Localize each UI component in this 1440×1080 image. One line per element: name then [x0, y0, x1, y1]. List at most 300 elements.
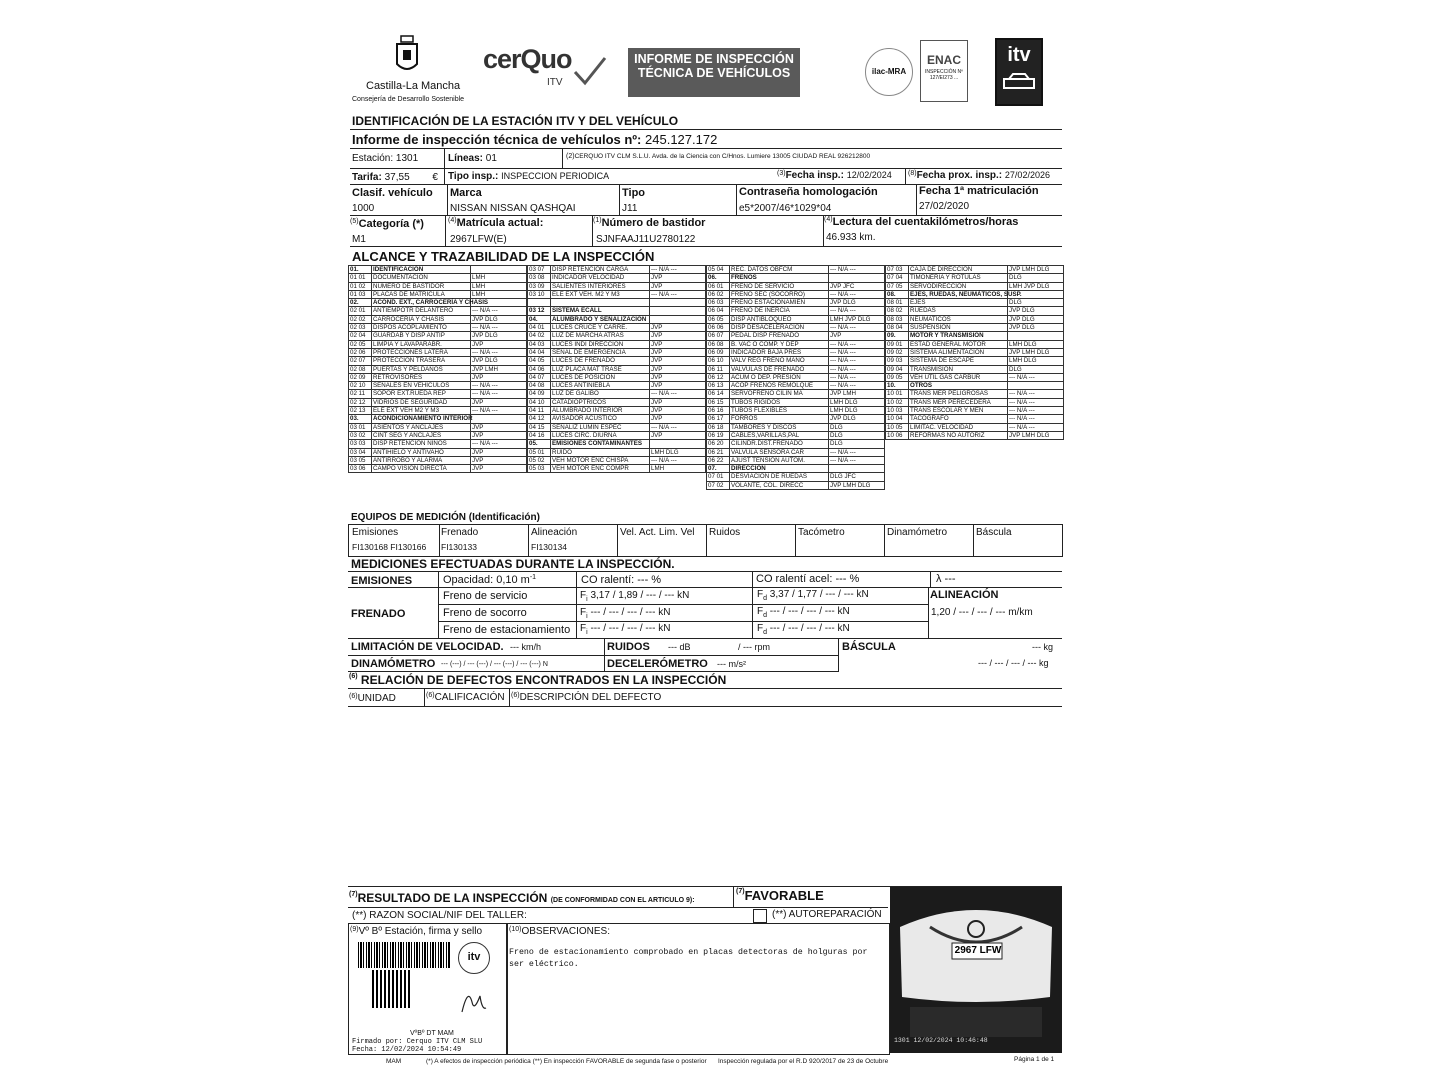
scope-item: CAJA DE DIRECCION — [909, 266, 1008, 274]
scope-row — [349, 324, 527, 332]
scope-code: 06 14 — [707, 390, 730, 398]
scope-row — [349, 266, 527, 274]
scope-item: LIMPIA Y LAVAPARABR. — [372, 340, 471, 348]
scope-row — [886, 382, 1064, 390]
scope-row — [707, 465, 885, 473]
lines-field — [448, 153, 497, 164]
checkmark-icon — [573, 56, 607, 86]
homolog-value: e5*2007/46*1029*04 — [739, 203, 832, 214]
scope-item: ACOP FRENOS REMOLQUE — [730, 382, 829, 390]
inspection-report-page — [340, 30, 1070, 1070]
scope-item: EJES — [909, 299, 1008, 307]
scope-code: 06 09 — [707, 348, 730, 356]
equipment-col — [348, 524, 440, 557]
dynamometer-value: --- (---) / --- (---) / --- (---) / --- (---) N — [441, 661, 548, 668]
scope-code: 04 01 — [528, 324, 551, 332]
scope-row — [349, 315, 527, 323]
inspection-type-value: INSPECCION PERIODICA — [501, 171, 610, 181]
self-repair-checkbox[interactable] — [753, 909, 767, 923]
scope-code: 02 08 — [349, 365, 372, 373]
scope-item: LIMITAC. VELOCIDAD — [909, 423, 1008, 431]
scope-row — [707, 440, 885, 448]
scope-code: 09 03 — [886, 357, 909, 365]
scope-item: EMISIONES CONTAMINANTES — [551, 440, 650, 448]
scope-inspector: LMH JVP DLG — [829, 315, 885, 323]
scope-inspector: --- N/A --- — [471, 348, 527, 356]
scope-row — [528, 274, 706, 282]
scope-inspector: LMH — [471, 282, 527, 290]
scope-code: 05 02 — [528, 456, 551, 464]
scope-row — [528, 456, 706, 464]
scope-row — [528, 407, 706, 415]
scope-code: 02 10 — [349, 382, 372, 390]
result-verdict: $^{(7)}$FAVORABLE — [736, 888, 824, 903]
scope-item: CINT SEG Y ANCLAJES — [372, 431, 471, 439]
scope-code: 09 01 — [886, 340, 909, 348]
equipment-col — [884, 524, 974, 557]
coat-of-arms-icon — [392, 34, 422, 78]
scope-row — [707, 390, 885, 398]
scope-code: 08 04 — [886, 324, 909, 332]
scope-item: DISP RETENCION CARGA — [551, 266, 650, 274]
scope-item: LUZ DE GALIBO — [551, 390, 650, 398]
report-number: 245.127.172 — [645, 132, 718, 147]
scope-inspector: LMH DLG — [650, 448, 706, 456]
scope-inspector: --- N/A --- — [471, 324, 527, 332]
scope-item: FORROS — [730, 415, 829, 423]
scope-code: 02 05 — [349, 340, 372, 348]
scope-inspector: --- N/A --- — [829, 365, 885, 373]
scope-row — [707, 373, 885, 381]
inspection-date-value: 12/02/2024 — [846, 170, 892, 180]
scope-code: 07 03 — [886, 266, 909, 274]
scope-inspector: LMH — [650, 465, 706, 473]
category-label: Categoría (*) — [358, 218, 424, 230]
scope-code: 03 01 — [349, 423, 372, 431]
plate-value: 2967LFW(E) — [450, 234, 507, 245]
make-value: NISSAN NISSAN QASHQAI — [450, 203, 576, 214]
decelerometer-label: DECELERÓMETRO — [607, 658, 708, 670]
scope-code: 06 01 — [707, 282, 730, 290]
scope-item: VOLANTE, COL. DIRECC — [730, 481, 829, 489]
service-brake-label: Freno de servicio — [443, 590, 528, 602]
equipment-label: Vel. Act. Lim. Vel — [620, 527, 695, 538]
scope-row — [349, 431, 527, 439]
defects-col-grade: $^{(6)}$CALIFICACIÓN — [426, 692, 505, 703]
scope-code: 07 02 — [707, 481, 730, 489]
speed-limit-label: LIMITACIÓN DE VELOCIDAD. — [351, 641, 504, 653]
parking-brake-label: Freno de estacionamiento — [443, 624, 571, 636]
report-number-row — [352, 132, 717, 147]
scope-inspector: DLG JFC — [829, 473, 885, 481]
scope-column-1 — [348, 265, 527, 473]
equipment-label: Emisiones — [352, 527, 399, 538]
scope-item: INDICADOR VELOCIDAD — [551, 274, 650, 282]
scope-code: 03 06 — [349, 465, 372, 473]
scope-code: 05 04 — [707, 266, 730, 274]
scope-item: RUIDO — [551, 448, 650, 456]
itv-logo — [995, 38, 1043, 106]
region-name: Castilla-La Mancha — [366, 80, 461, 92]
vehicle-photo — [890, 887, 1062, 1053]
scope-code: 04 12 — [528, 415, 551, 423]
scope-row — [349, 465, 527, 473]
scope-item: SUSPENSION — [909, 324, 1008, 332]
scope-code: 05 03 — [528, 465, 551, 473]
ilac-text: ilac-MRA — [871, 67, 907, 76]
scope-row — [349, 357, 527, 365]
measurements-title: MEDICIONES EFECTUADAS DURANTE LA INSPECCIÓN. — [351, 557, 675, 571]
scope-item: SISTEMA ECALL — [551, 307, 650, 315]
scope-code: 06 06 — [707, 324, 730, 332]
scope-code: 08. — [886, 290, 909, 298]
scope-inspector: JVP LMH — [471, 365, 527, 373]
scope-item: SISTEMA ALIMENTACION — [909, 348, 1008, 356]
scope-inspector: DLG — [829, 431, 885, 439]
scope-code: 09. — [886, 332, 909, 340]
homolog-label: Contraseña homologación — [739, 186, 878, 198]
scope-code: 06 17 — [707, 415, 730, 423]
scope-item: OTROS — [909, 382, 1008, 390]
enac-badge — [920, 40, 968, 102]
scope-item: LUCES INDI DIRECCION — [551, 340, 650, 348]
equipment-label: Alineación — [531, 527, 578, 538]
scope-code: 07 04 — [886, 274, 909, 282]
scope-inspector: --- N/A --- — [829, 382, 885, 390]
scope-item: SOPOR EXT.RUEDA REP — [372, 390, 471, 398]
qr-code — [372, 970, 410, 1008]
scope-inspector: --- N/A --- — [1008, 398, 1064, 406]
scope-inspector — [1008, 382, 1064, 390]
scope-inspector: JVP — [650, 324, 706, 332]
scope-item: SISTEMA DE ESCAPE — [909, 357, 1008, 365]
scope-row — [349, 423, 527, 431]
plate-field: $^{(4)}$Matrícula actual: — [448, 217, 544, 229]
scope-inspector: JVP — [471, 448, 527, 456]
scope-item: DISP ANTIBLOQUEO — [730, 315, 829, 323]
scope-code: 02 04 — [349, 332, 372, 340]
scope-row — [707, 307, 885, 315]
scope-inspector: JVP DLG — [1008, 324, 1064, 332]
scope-inspector: --- N/A --- — [471, 382, 527, 390]
scope-row — [707, 324, 885, 332]
equipment-id — [706, 540, 795, 544]
scope-row — [707, 282, 885, 290]
scope-code: 06 22 — [707, 456, 730, 464]
scope-code: 09 02 — [886, 348, 909, 356]
odometer-value: 46.933 km. — [826, 232, 876, 243]
scope-inspector: JVP DLG — [829, 415, 885, 423]
scope-row — [707, 407, 885, 415]
alignment-value: 1,20 / --- / --- / --- m/km — [931, 607, 1033, 618]
inspection-type-label: Tipo insp.: — [448, 171, 499, 182]
equipment-col — [438, 524, 529, 557]
scope-row — [886, 324, 1064, 332]
scope-code: 06 16 — [707, 407, 730, 415]
scope-inspector: --- N/A --- — [1008, 390, 1064, 398]
scope-row — [886, 407, 1064, 415]
scope-inspector: --- N/A --- — [829, 340, 885, 348]
scope-row — [707, 382, 885, 390]
scope-row — [528, 373, 706, 381]
scope-item: DISP RETENCION NIÑOS — [372, 440, 471, 448]
scope-item: ASIENTOS Y ANCLAJES — [372, 423, 471, 431]
scope-item: SEÑALES EN VEHICULOS — [372, 382, 471, 390]
scope-code: 03 02 — [349, 431, 372, 439]
station-stamp: itv — [458, 942, 490, 974]
next-inspection-label: Fecha prox. insp.: — [916, 170, 1003, 181]
scope-code: 10 03 — [886, 407, 909, 415]
scope-code: 01 02 — [349, 282, 372, 290]
scope-row — [886, 266, 1064, 274]
scope-item: LUCES DE FRENADO — [551, 357, 650, 365]
inspection-date-field: $^{(3)}$Fecha insp.: 12/02/2024 — [777, 170, 892, 181]
scope-inspector: LMH DLG — [1008, 357, 1064, 365]
result-title: $^{(7)}$RESULTADO DE LA INSPECCIÓN (DE CONFORMIDAD CON EL ARTICULO 9): — [349, 891, 695, 905]
scope-inspector: --- N/A --- — [1008, 415, 1064, 423]
emergency-brake-fd: $F_d$ --- / --- / --- / --- kN — [757, 606, 850, 619]
scope-code: 10 02 — [886, 398, 909, 406]
next-inspection-value: 27/02/2026 — [1004, 170, 1050, 180]
scope-code: 06 03 — [707, 299, 730, 307]
scope-inspector — [829, 274, 885, 282]
scope-row — [707, 423, 885, 431]
scope-row — [707, 357, 885, 365]
scope-row — [349, 274, 527, 282]
model-value: J11 — [622, 203, 638, 214]
scope-code: 02 13 — [349, 407, 372, 415]
scope-code: 04 02 — [528, 332, 551, 340]
scope-code: 02 07 — [349, 357, 372, 365]
odometer-field: $^{(4)}$Lectura del cuentakilómetros/horas — [824, 216, 1019, 228]
scope-code: 06 10 — [707, 357, 730, 365]
scope-row — [349, 390, 527, 398]
fee-label: Tarifa: — [352, 172, 382, 183]
scope-row — [886, 282, 1064, 290]
fee-value: 37,55 — [384, 172, 410, 183]
vin-value: SJNFAAJ11U2780122 — [596, 234, 696, 245]
barcode — [358, 942, 450, 968]
scope-code: 02 12 — [349, 398, 372, 406]
scope-inspector: --- N/A --- — [829, 348, 885, 356]
scope-inspector: --- N/A --- — [471, 407, 527, 415]
footer-code: MAM — [386, 1058, 402, 1065]
scope-row — [707, 348, 885, 356]
scope-row — [528, 266, 706, 274]
scope-item: ELE EXT VEH. M2 Y M3 — [551, 290, 650, 298]
defects-col-desc: $^{(6)}$DESCRIPCIÓN DEL DEFECTO — [511, 692, 662, 703]
scope-row — [528, 415, 706, 423]
scale-kg: --- kg — [1032, 642, 1053, 652]
scope-inspector — [471, 415, 527, 423]
scope-inspector: JVP DLG — [471, 357, 527, 365]
scope-item: FRENO SEC (SOCORRO) — [730, 290, 829, 298]
emissions-label: EMISIONES — [351, 575, 413, 587]
scope-code: 08 02 — [886, 307, 909, 315]
scope-item: ACUM O DEP. PRESION — [730, 373, 829, 381]
lines-label: Líneas: — [448, 153, 484, 164]
scope-inspector: JVP — [650, 332, 706, 340]
service-brake-fi: $F_i$ 3,17 / 1,89 / --- / --- kN — [580, 590, 690, 603]
equipment-table — [348, 524, 1062, 556]
scope-inspector: JVP — [650, 373, 706, 381]
braking-label: FRENADO — [351, 608, 406, 620]
scope-row — [707, 473, 885, 481]
speed-limit-value: --- km/h — [510, 642, 541, 652]
scope-inspector: JVP — [650, 398, 706, 406]
footer-page: Página 1 de 1 — [1014, 1056, 1055, 1063]
scope-row — [886, 415, 1064, 423]
scope-code: 07 05 — [886, 282, 909, 290]
scope-row — [707, 332, 885, 340]
scope-item: CILINDR.DIST.FRENADO — [730, 440, 829, 448]
station-field — [352, 153, 418, 164]
scope-code: 10 06 — [886, 431, 909, 439]
class-label: Clasif. vehículo — [352, 187, 433, 199]
report-banner — [628, 48, 800, 97]
scope-item: CAMPO VISION DIRECTA — [372, 465, 471, 473]
scope-code: 03 09 — [528, 282, 551, 290]
equipment-id: FI130133 — [441, 542, 477, 552]
equipment-col — [617, 524, 707, 557]
scope-row — [528, 431, 706, 439]
photo-caption: 1301 12/02/2024 10:46:48 — [894, 1037, 988, 1044]
scope-row — [707, 398, 885, 406]
scope-inspector: JVP DLG — [471, 332, 527, 340]
scope-row — [349, 382, 527, 390]
scope-inspector: --- N/A --- — [471, 390, 527, 398]
banner-line-1: INFORME DE INSPECCIÓN — [634, 52, 794, 66]
scope-item: AVISADOR ACUSTICO — [551, 415, 650, 423]
scope-code: 06 19 — [707, 431, 730, 439]
scope-row — [886, 431, 1064, 439]
scope-row — [528, 348, 706, 356]
first-reg-label: Fecha 1ª matriculación — [919, 185, 1039, 197]
scope-item: ACOND. EXT., CARROCERÍA Y CHASIS — [373, 299, 489, 307]
scope-code: 10 04 — [886, 415, 909, 423]
equipment-col — [795, 524, 885, 557]
scope-code: 06 11 — [707, 365, 730, 373]
scope-code: 06 12 — [707, 373, 730, 381]
scope-code: 04 07 — [528, 373, 551, 381]
scope-code: 05. — [528, 440, 551, 448]
report-number-label: Informe de inspección técnica de vehículos nº: — [352, 132, 642, 147]
scope-row — [349, 282, 527, 290]
model-label: Tipo — [622, 187, 646, 199]
scope-row — [886, 299, 1064, 307]
scope-item: RUEDAS — [909, 307, 1008, 315]
workshop-label: (**) RAZON SOCIAL/NIF DEL TALLER: — [352, 910, 527, 921]
scope-item: VEH MOTOR ENC CHISPA — [551, 456, 650, 464]
category-value: M1 — [352, 234, 366, 245]
scope-inspector: JVP DLG — [1008, 307, 1064, 315]
scope-inspector: --- N/A --- — [829, 357, 885, 365]
scope-inspector: JVP LMH DLG — [1008, 431, 1064, 439]
scope-inspector: JVP LMH DLG — [1008, 348, 1064, 356]
scope-item: NEUMATICOS — [909, 315, 1008, 323]
scope-code: 06 02 — [707, 290, 730, 298]
scope-inspector: --- N/A --- — [650, 266, 706, 274]
scope-code: 08 01 — [886, 299, 909, 307]
scope-item: PEDAL DISP FRENADO — [730, 332, 829, 340]
observations-text: Freno de estacionamiento comprobado en placas detectoras de holguras por ser eléctrico. — [509, 948, 868, 969]
scope-code: 02 09 — [349, 373, 372, 381]
banner-line-2: TÉCNICA DE VEHÍCULOS — [637, 66, 791, 80]
footer-note-1: (*) A efectos de inspección periódica (**) En inspección FAVORABLE de segunda fase o posterior — [426, 1058, 707, 1065]
scope-code: 10 01 — [886, 390, 909, 398]
scope-code: 04 08 — [528, 382, 551, 390]
station-sign-label: $^{(9)}$Vº Bº Estación, firma y sello — [350, 926, 483, 937]
scope-inspector: LMH — [471, 290, 527, 298]
scope-code: 06 07 — [707, 332, 730, 340]
scope-code: 04. — [528, 315, 551, 323]
scope-code: 02 02 — [349, 315, 372, 323]
scope-item: REC. DATOS OBFCM — [730, 266, 829, 274]
scope-item: SEÑALIZ LUMIN ESPEC — [551, 423, 650, 431]
decelerometer-value: --- m/s² — [717, 659, 746, 669]
class-value: 1000 — [352, 203, 375, 214]
scope-row — [349, 440, 527, 448]
scope-inspector: JVP — [650, 365, 706, 373]
equipment-id — [617, 540, 706, 544]
scope-inspector: --- N/A --- — [471, 307, 527, 315]
scope-inspector: JVP — [650, 382, 706, 390]
scope-row — [349, 365, 527, 373]
scope-row — [707, 290, 885, 298]
emergency-brake-fi: $F_i$ --- / --- / --- / --- kN — [580, 607, 671, 620]
scope-item: FRENOS — [730, 274, 829, 282]
scope-row — [528, 340, 706, 348]
scope-item: REFORMAS NO AUTORIZ — [909, 431, 1008, 439]
plate-label: Matrícula actual: — [456, 217, 544, 229]
equipment-id — [973, 540, 1062, 544]
equipment-label: Báscula — [976, 527, 1012, 538]
scope-code: 07 01 — [707, 473, 730, 481]
scope-item: TACOGRAFO — [909, 415, 1008, 423]
scope-row — [528, 324, 706, 332]
scope-inspector: DLG — [1008, 299, 1064, 307]
scope-inspector: --- N/A --- — [471, 440, 527, 448]
scope-inspector: --- N/A --- — [650, 390, 706, 398]
scope-item: TRANSMISION — [909, 365, 1008, 373]
scope-inspector: LMH DLG — [1008, 340, 1064, 348]
region-dept: Consejería de Desarrollo Sostenible — [352, 96, 465, 103]
scope-code: 10. — [886, 382, 909, 390]
scope-row — [349, 415, 527, 423]
scope-item: FRENO DE SERVICIO — [730, 282, 829, 290]
scale-axles-kg: --- / --- / --- / --- kg — [978, 658, 1049, 668]
emergency-brake-label: Freno de socorro — [443, 607, 527, 619]
scope-row — [886, 398, 1064, 406]
lines-value: 01 — [485, 153, 497, 164]
inspection-scope-grid — [348, 265, 1064, 511]
vin-field: $^{(1)}$Número de bastidor — [593, 217, 706, 229]
scope-inspector: --- N/A --- — [1008, 423, 1064, 431]
scope-code: 06 18 — [707, 423, 730, 431]
scope-item: FRENO DE INERCIA — [730, 307, 829, 315]
scope-inspector: JVP — [650, 274, 706, 282]
noise-rpm: / --- rpm — [738, 642, 770, 652]
scope-code: 04 15 — [528, 423, 551, 431]
scope-code: 04 09 — [528, 390, 551, 398]
station-value: 1301 — [395, 153, 419, 164]
scope-row — [707, 448, 885, 456]
defects-title: $^{(6)}$ RELACIÓN DE DEFECTOS ENCONTRADOS EN LA INSPECCIÓN — [349, 673, 727, 687]
car-photo-icon — [890, 887, 1062, 1053]
scope-inspector: JVP — [471, 423, 527, 431]
scope-code: 06 08 — [707, 340, 730, 348]
scope-item: IDENTIFICACIÓN — [372, 266, 471, 274]
